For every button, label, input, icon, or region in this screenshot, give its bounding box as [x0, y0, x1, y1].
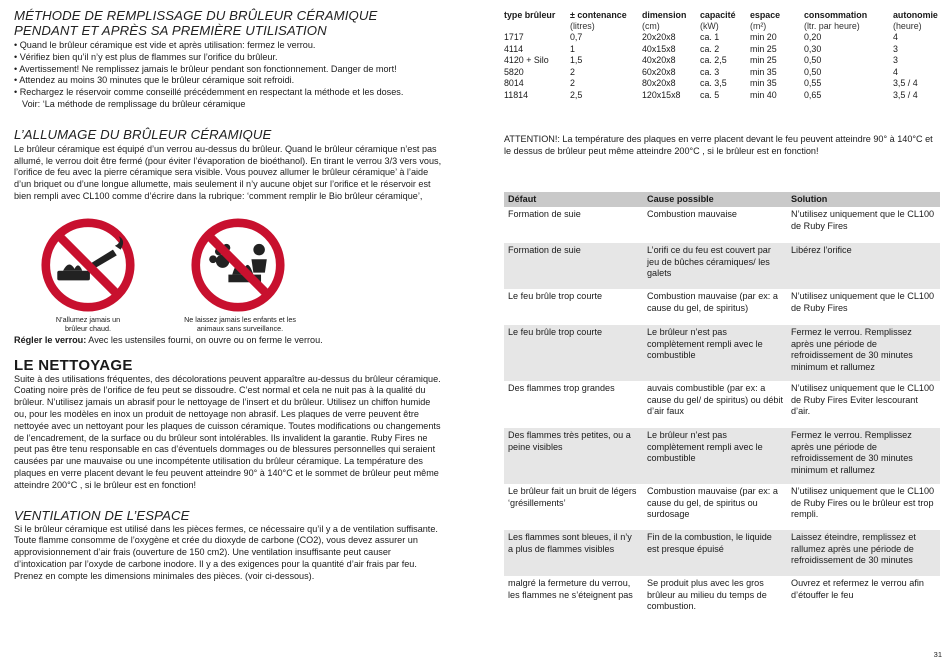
table-cell: Le feu brûle trop courte — [508, 291, 603, 301]
table-cell: min 35 — [750, 66, 777, 77]
list-item: • Vérifiez bien qu’il n’y est plus de flammes sur l’orifice du brûleur. — [14, 52, 444, 64]
lock-adjust-text: Régler le verrou: Avec les ustensiles fourni, on ouvre ou on ferme le verrou. — [14, 334, 323, 345]
table-row — [504, 484, 940, 530]
column-header: Cause possible — [643, 192, 787, 207]
table-cell: N’utilisez uniquement que le CL100 de Ruby Fires — [791, 209, 935, 231]
table-cell: N’utilisez uniquement que le CL100 de Ruby Fires — [791, 291, 935, 313]
ventilation-text: Si le brûleur céramique est utilisé dans les pièces fermes, ce nécessaire qu’il y a de ventilation suffisante. Toute flamme consomme de l’oxygène et crée du dioxyde de carbone (CO2), vous devez assurer un approvisionnement d’air frais (ouverture de 150 cm2). Une ventilation insuffisante peut causer d’intoxication par l’oxyde de carbone inodore. Il y a des exigences pour la quantité d’air frais par feu. Prenez en compte les dimensions minimales des pièces. (voir ci-dessous). — [14, 523, 438, 581]
table-cell: min 35 — [750, 78, 777, 89]
table-cell: Se produit plus avec les gros brûleur au milieu du temps de combustion. — [647, 578, 767, 612]
table-cell: Libérez l’orifice — [787, 243, 940, 289]
column-header: capacité — [700, 10, 736, 20]
troubleshooting-table — [504, 192, 940, 616]
attention-notice: ATTENTION!: La température des plaques en verre placent devant le feu peuvent atteindre 90° à 140°C et le dessus de brûleur peut même atteindre 200°C , si le brûleur est en fonction! — [504, 134, 933, 156]
table-cell: 0,30 — [804, 43, 822, 54]
table-row — [504, 78, 939, 90]
table-row — [504, 381, 940, 428]
table-cell: 4 — [893, 32, 898, 42]
list-item: • Avertissement! Ne remplissez jamais le brûleur pendant son fonctionnement. Danger de mort! — [14, 64, 444, 76]
table-cell: 11814 — [504, 89, 529, 100]
column-header: ± contenance — [570, 10, 627, 20]
cleaning-title: LE NETTOYAGE — [14, 356, 133, 374]
table-row — [504, 530, 940, 576]
table-row — [504, 289, 940, 325]
table-cell: 4 — [893, 66, 898, 77]
table-cell: Fermez le verrou. Remplissez après une période de refroidissement de 30 minutes minimum et rallumez — [787, 325, 940, 381]
table-cell: 2,5 — [570, 89, 583, 100]
burner-spec-table — [504, 10, 939, 102]
table-cell: min 25 — [750, 43, 777, 54]
filling-method-reference: Voir: ‘La méthode de remplissage du brûleur céramique — [22, 98, 246, 109]
cleaning-text: Suite à des utilisations fréquentes, des décolorations peuvent apparaître au-dessus du brûleur céramique. Coating noire près de l’orifice de feu peut se dissoudre. C’est normal et cela ne nuit pas à la qualité du brûleur. N’utilisez jamais un abrasif pour le nettoyage de l’insert et du brûleur. Utilisez un chiffon humide ou, pour les modèles en inox un produit de nettoyage non abrasif. Les plaques de verre peuvent être nettoyée avec un nettoyant pour les plaques de cuisson céramique. Toutes modifications ou changements de l’encadrement, de la surface ou du brûleur sont intolérables. Ils invalident la garantie. Ruby Fires ne peut pas être tenu responsable en cas d’éventuels dommages ou de blessures personnelles qui seraient causées par une mauvaise ou une incompétente utilisation du brûleur céramique. La température des plaques en verre placent devant le feu peuvent atteindre 90° à 140°C et le sommet de brûleur peut même atteindre 200°C , si le brûleur est en fonction! — [14, 373, 441, 490]
table-cell: L’orifi ce du feu est couvert par jeu de bûches céramiques/ les galets — [643, 243, 787, 289]
table-header-row — [504, 10, 939, 21]
table-cell: ca. 3,5 — [700, 78, 727, 89]
table-cell: 1717 — [504, 32, 524, 42]
table-cell: 3,5 / 4 — [893, 89, 918, 100]
table-cell: 0,20 — [804, 32, 822, 42]
table-cell: Le brûleur n’est pas complètement rempli avec le combustible — [643, 428, 787, 484]
column-unit — [504, 21, 570, 32]
table-cell: 0,50 — [804, 55, 822, 66]
table-cell: 5820 — [504, 66, 524, 77]
table-cell: 120x15x8 — [642, 89, 681, 100]
column-unit: (ltr. par heure) — [804, 21, 860, 31]
table-cell: 4120 + Silo — [504, 55, 549, 66]
table-cell: 2 — [570, 66, 575, 77]
table-header-row — [504, 192, 940, 207]
table-cell: 3 — [893, 55, 898, 66]
list-item: • Rechargez le réservoir comme conseillé précédemment en respectant la méthode et les doses. — [14, 87, 444, 99]
table-cell: 0,7 — [570, 32, 583, 42]
table-cell: Laissez éteindre, remplissez et rallumez après une période de refroidissement de 30 minutes — [787, 530, 940, 576]
table-cell: 3,5 / 4 — [893, 78, 918, 89]
table-cell: Combustion mauvaise — [647, 209, 737, 219]
table-cell: Fin de la combustion, le liquide est presque épuisé — [643, 530, 787, 576]
table-cell: malgré la fermeture du verrou, les flammes ne s’éteignent pas — [508, 578, 633, 600]
table-cell: Les flammes sont bleues, il n’y a plus de flammes visibles — [504, 530, 643, 576]
table-cell: 0,65 — [804, 89, 822, 100]
column-unit: (kW) — [700, 21, 719, 31]
table-cell: ca. 2,5 — [700, 55, 727, 66]
list-item: • Attendez au moins 30 minutes que le brûleur céramique soit refroidi. — [14, 75, 444, 87]
table-cell: 0,50 — [804, 66, 822, 77]
table-cell: ca. 1 — [700, 32, 720, 42]
table-cell: 1 — [570, 43, 575, 54]
table-cell: Combustion mauvaise (par ex: a cause du gel, de spiritus) — [647, 291, 778, 313]
table-cell: 3 — [893, 43, 898, 54]
column-header: type brûleur — [504, 10, 556, 20]
column-header: espace — [750, 10, 781, 20]
table-row — [504, 67, 939, 79]
table-cell: 60x20x8 — [642, 66, 676, 77]
table-cell: Combustion mauvaise (par ex: a cause du gel, de spiritus ou surdosage — [647, 486, 778, 520]
table-row — [504, 243, 940, 289]
column-unit: (heure) — [893, 21, 922, 31]
table-cell: Formation de suie — [504, 243, 643, 289]
table-cell: auvais combustible (par ex: a cause du gel/ de spiritus) ou débit d’air faux — [647, 383, 783, 417]
table-cell: min 40 — [750, 89, 777, 100]
table-row — [504, 325, 940, 381]
table-row — [504, 207, 940, 243]
left-column — [14, 8, 444, 583]
column-header: dimension — [642, 10, 687, 20]
table-cell: N’utilisez uniquement que le CL100 de Ruby Fires ou le brûleur est trop rempli. — [791, 486, 935, 520]
no-lighting-hot-burner-icon — [40, 217, 136, 313]
list-item: • Quand le brûleur céramique est vide et après utilisation: fermez le verrou. — [14, 40, 444, 52]
table-cell: Formation de suie — [508, 209, 581, 219]
table-cell: ca. 3 — [700, 66, 720, 77]
ventilation-title: VENTILATION DE L’ESPACE — [14, 507, 190, 523]
table-cell: 0,55 — [804, 78, 822, 89]
warning-signs — [14, 217, 444, 333]
column-unit: (cm) — [642, 21, 660, 31]
table-cell: Fermez le verrou. Remplissez après une période de refroidissement de 30 minutes minimum et rallumez — [787, 428, 940, 484]
table-cell: 20x20x8 — [642, 32, 676, 42]
table-cell: 80x20x8 — [642, 78, 676, 89]
right-column — [504, 10, 940, 612]
column-header: Défaut — [504, 192, 643, 207]
column-unit: (m²) — [750, 21, 767, 31]
table-cell: Le feu brûle trop courte — [504, 325, 643, 381]
table-cell: Des flammes très petites, ou a peine visibles — [504, 428, 643, 484]
sign1-caption: N’allumez jamais un brûleur chaud. — [55, 314, 121, 333]
table-units-row — [504, 21, 939, 32]
table-cell: Le brûleur n’est pas complètement rempli avec le combustible — [643, 325, 787, 381]
table-cell: 8014 — [504, 78, 524, 89]
table-cell: ca. 5 — [700, 89, 720, 100]
column-unit: (litres) — [570, 21, 595, 31]
no-children-pets-icon — [190, 217, 286, 313]
page-number: 31 — [933, 650, 942, 659]
table-row — [504, 55, 939, 67]
table-cell: min 25 — [750, 55, 777, 66]
table-cell: Le brûleur fait un bruit de légers ‘grésillements’ — [508, 486, 637, 508]
filling-method-title: MÉTHODE DE REMPLISSAGE DU BRÛLEUR CÉRAMIQUE PENDANT ET APRÈS SA PREMIÈRE UTILISATION — [14, 8, 378, 38]
table-cell: min 20 — [750, 32, 777, 42]
table-row — [504, 428, 940, 484]
table-cell: Ouvrez et refermez le verrou afin d’étouffer le feu — [791, 578, 924, 600]
lock-adjust-label: Régler le verrou: — [14, 334, 87, 345]
table-row — [504, 44, 939, 56]
table-row — [504, 90, 939, 102]
table-row — [504, 32, 939, 44]
table-cell: 2 — [570, 78, 575, 89]
filling-method-list — [14, 40, 444, 99]
table-cell: ca. 2 — [700, 43, 720, 54]
table-cell: 4114 — [504, 43, 524, 54]
ignition-text: Le brûleur céramique est équipé d’un verrou au-dessus du brûleur. Quand le brûleur céramique n’est pas allumé, le verrou doit être fermé (pour éviter l’évaporation de bioéthanol). En tirant le verrou 3/3 vers vous, l’orifice de feu avec la pierre céramique sera visible. Vous pouvez allumer le brûleur céramique’ à l’aide d’un briquet ou d’une longue allumette, mais seulement il n’y aucune objet sur l’orifice et le réservoir est bien rempli avec CL100 comme d’écrire dans la rubrique: ‘comment remplir le Bio brûleur céramique’, — [14, 143, 442, 201]
table-cell: N’utilisez uniquement que le CL100 de Ruby Fires Eviter lescourant d’air. — [791, 383, 935, 417]
table-cell: Des flammes trop grandes — [508, 383, 615, 393]
table-cell: 1,5 — [570, 55, 583, 66]
table-row — [504, 576, 940, 616]
column-header: autonomie — [893, 10, 938, 20]
column-header: consommation — [804, 10, 868, 20]
column-header: Solution — [787, 192, 940, 207]
table-cell: 40x20x8 — [642, 55, 676, 66]
ignition-title: L’ALLUMAGE DU BRÛLEUR CÉRAMIQUE — [14, 126, 272, 142]
table-cell: 40x15x8 — [642, 43, 676, 54]
sign2-caption: Ne laissez jamais les enfants et les animaux sans surveillance. — [184, 314, 296, 333]
